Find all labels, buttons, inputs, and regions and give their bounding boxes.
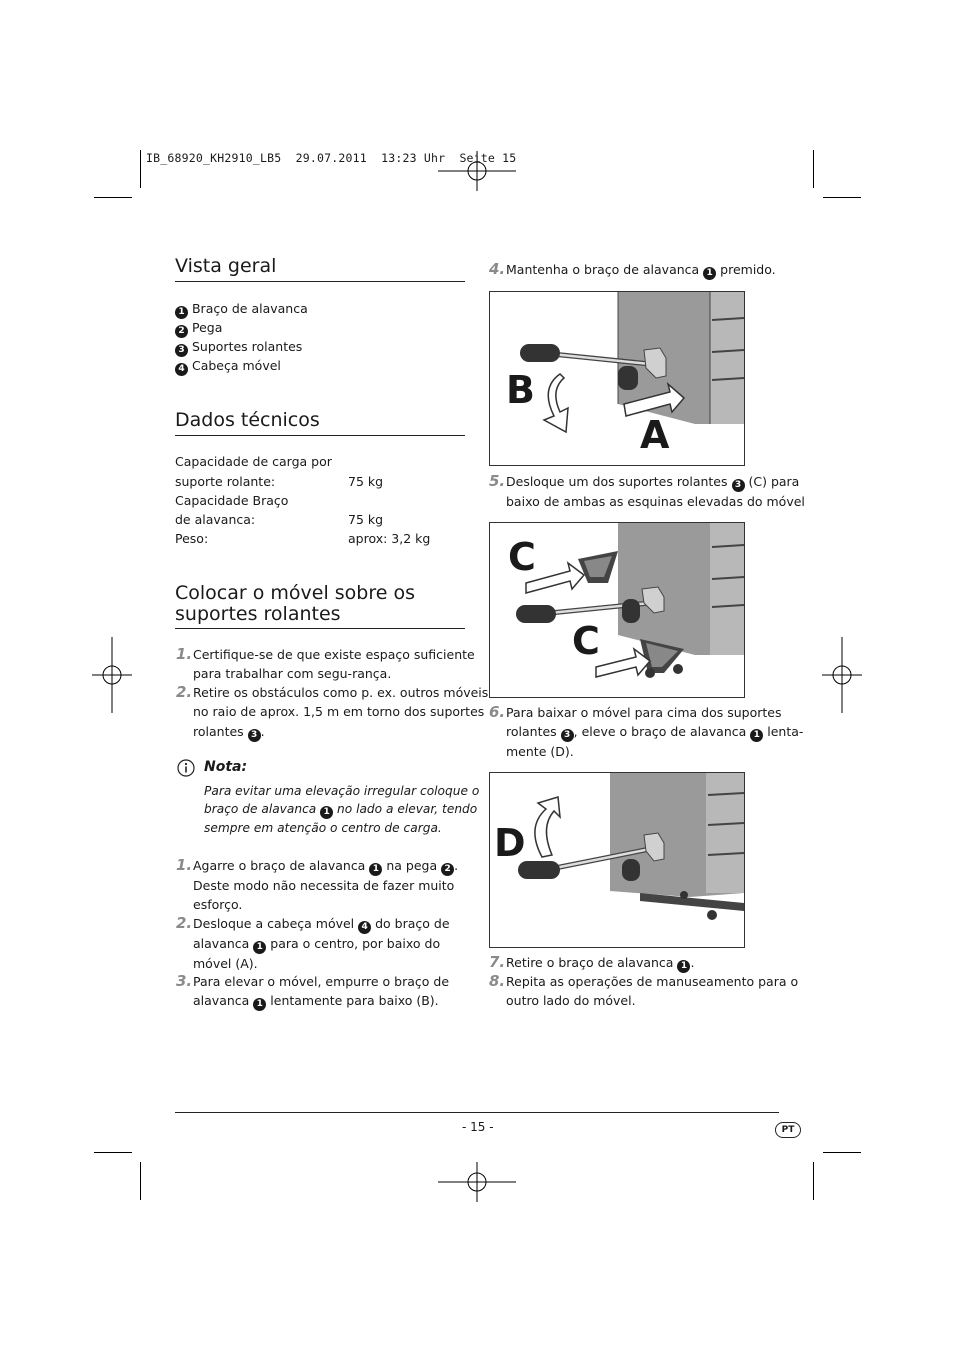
spec-value: 75 kg: [348, 474, 384, 489]
crop-mark: [823, 1152, 861, 1153]
crop-mark: [94, 1152, 132, 1153]
step-number: 5.: [489, 472, 506, 490]
step-number: 3.: [176, 972, 193, 990]
step-number: 1.: [176, 645, 193, 663]
illustration-insert-rollers: [489, 522, 745, 698]
step-text: Desloque a cabeça móvel 4 do braço de alavanca 1 para o centro, por baixo do móvel (A).: [193, 916, 450, 971]
section-title-overview: Vista geral: [175, 255, 277, 277]
spec-label: Capacidade de carga por: [175, 454, 332, 469]
step-number: 7.: [489, 953, 506, 971]
spec-value: 75 kg: [348, 512, 384, 527]
spec-label: Capacidade Braço: [175, 493, 289, 508]
step-text: Retire os obstáculos como p. ex. outros móveis no raio de aprox. 1,5 m em torno dos suportes rolantes 3 .: [193, 685, 489, 740]
page-number: - 15 -: [462, 1120, 494, 1134]
step-text: Mantenha o braço de alavanca 1 premido.: [506, 262, 776, 278]
list-item: 1 Braço de alavanca: [175, 299, 308, 319]
figure-label: C: [508, 535, 536, 579]
figure-label: B: [506, 368, 535, 412]
list-item: 4 Cabeça móvel: [175, 356, 281, 376]
step-text: Certifique-se de que existe espaço suficiente para trabalhar com segu-rança.: [193, 647, 475, 682]
spec-value: aprox: 3,2 kg: [348, 531, 431, 546]
step-text: Agarre o braço de alavanca 1 na pega 2 . Deste modo não necessita de fazer muito esforço.: [193, 858, 459, 913]
crop-mark: [140, 150, 141, 188]
step-text: Retire o braço de alavanca 1 .: [506, 955, 695, 971]
list-item: 2 Pega: [175, 318, 222, 338]
step-text: Para elevar o móvel, empurre o braço de alavanca 1 lentamente para baixo (B).: [193, 974, 450, 1010]
note-title: Nota:: [204, 759, 248, 775]
step-number: 1.: [176, 856, 193, 874]
spec-label: Peso:: [175, 531, 209, 546]
crop-mark: [813, 150, 814, 188]
list-item: 3 Suportes rolantes: [175, 337, 302, 357]
illustration-lift: [489, 291, 745, 466]
crop-mark: [813, 1162, 814, 1200]
step-text: Desloque um dos suportes rolantes 3 (C) para baixo de ambas as esquinas elevadas do móvel: [506, 474, 805, 509]
crop-mark: [140, 1162, 141, 1200]
figure-label: D: [494, 821, 526, 865]
registration-mark-icon: [438, 1162, 516, 1202]
step-number: 2.: [176, 683, 193, 701]
section-rule: [175, 435, 465, 436]
step-number: 8.: [489, 972, 506, 990]
info-icon: [177, 759, 195, 777]
crop-mark: [94, 197, 132, 198]
step-number: 4.: [489, 260, 506, 278]
crop-mark: [823, 197, 861, 198]
step-number: 6.: [489, 703, 506, 721]
footer-rule: [175, 1112, 779, 1113]
illustration-lower: [489, 772, 745, 948]
spec-label: suporte rolante:: [175, 474, 276, 489]
section-rule: [175, 281, 465, 282]
print-slug: IB_68920_KH2910_LB5 29.07.2011 13:23 Uhr Seite 15: [146, 151, 517, 165]
section-title-specs: Dados técnicos: [175, 409, 320, 431]
step-text: Para baixar o móvel para cima dos suportes rolantes 3 , eleve o braço de alavanca 1 lenta- mente (D).: [506, 705, 804, 760]
section-rule: [175, 628, 465, 629]
step-number: 2.: [176, 914, 193, 932]
language-badge: PT: [775, 1122, 801, 1138]
registration-mark-icon: [822, 637, 862, 713]
spec-label: de alavanca:: [175, 512, 256, 527]
note-text: Para evitar uma elevação irregular coloque o braço de alavanca 1 no lado a elevar, tendo sempre em atenção o centro de carga.: [204, 784, 480, 836]
figure-label: A: [640, 413, 670, 457]
section-title-placing: Colocar o móvel sobre os suportes rolantes: [175, 582, 416, 625]
registration-mark-icon: [92, 637, 132, 713]
step-text: Repita as operações de manuseamento para o outro lado do móvel.: [506, 974, 799, 1009]
figure-label: C: [572, 619, 600, 663]
